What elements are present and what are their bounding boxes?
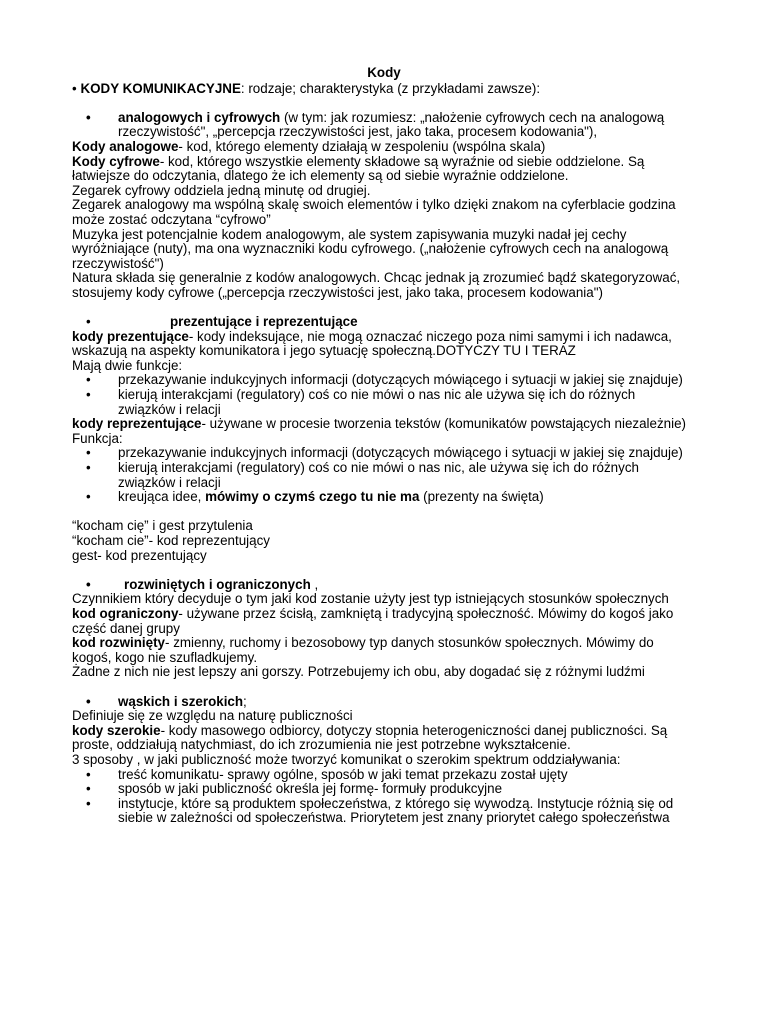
section-bullet: • — [86, 693, 91, 709]
intro-line — [0, 82, 768, 97]
list-item-text: (prezenty na święta) — [419, 489, 544, 505]
term: kody reprezentujące — [72, 416, 202, 432]
intro-rest: : rodzaje; charakterystyka (z przykładami zawsze): — [240, 80, 541, 96]
paragraph — [0, 607, 768, 636]
section-heading: analogowych i cyfrowych — [118, 109, 281, 125]
list-item-emphasis: mówimy o czymś czego tu nie ma — [205, 489, 420, 505]
list-bullet: • — [86, 795, 91, 811]
paragraph: Funkcja: — [72, 430, 123, 446]
document-page — [0, 66, 768, 826]
list-item — [0, 797, 768, 826]
ways-list — [0, 768, 768, 826]
list-bullet: • — [86, 387, 91, 403]
paragraph: Definiuje się ze względu na naturę publiczności — [72, 708, 353, 724]
list-item-text: sposób w jaki publiczność określa jej formę- formuły produkcyjne — [118, 781, 503, 797]
section-bullet: • — [86, 576, 91, 592]
list-bullet: • — [86, 460, 91, 476]
paragraph — [0, 330, 768, 359]
intro-bullet: • — [72, 80, 77, 96]
paragraph — [0, 417, 768, 432]
section-heading: prezentujące i reprezentujące — [170, 314, 358, 330]
section-heading: wąskich i szerokich — [118, 693, 244, 709]
section-analog-digital-heading — [0, 111, 768, 140]
paragraph: Czynnikiem który decyduje o tym jaki kod zostanie użyty jest typ istniejących stosunków społecznych — [72, 591, 669, 607]
section-heading: rozwiniętych i ograniczonych — [124, 576, 311, 592]
paragraph: 3 sposoby , w jaki publiczność może tworzyć komunikat o szerokim spektrum oddziaływania: — [72, 751, 621, 767]
list-bullet: • — [86, 445, 91, 461]
spacer — [0, 563, 768, 578]
example-line: “kocham cię” i gest przytulenia — [72, 518, 253, 534]
list-item-text: instytucje, które są produktem społeczeństwa, z którego się wywodzą. Instytucje różnią się od siebie w zależności od społeczeństwa. Priorytetem jest znany priorytet całego społeczeństwa — [118, 795, 674, 826]
section-elaborated-restricted-heading — [0, 578, 768, 593]
section-heading-rest: ; — [243, 693, 247, 709]
spacer — [0, 301, 768, 316]
function-list — [0, 373, 768, 417]
paragraph — [0, 724, 768, 753]
list-item — [0, 373, 768, 388]
section-bullet: • — [86, 109, 91, 125]
list-item-text: treść komunikatu- sprawy ogólne, sposób w jaki temat przekazu został ujęty — [118, 766, 568, 782]
list-item-text: kierują interakcjami (regulatory) coś co nie mówi o nas nic, ale używa się ich do różnych związków i relacji — [118, 460, 639, 490]
document-title: Kody — [367, 65, 401, 80]
list-item-text: przekazywanie indukcyjnych informacji (dotyczących mówiącego i sytuacji w jakiej się znajduje) — [118, 372, 683, 388]
list-item — [0, 768, 768, 783]
definition: - kod, którego wszystkie elementy składowe są wyraźnie od siebie oddzielone. Są łatwiejsze do odczytania, dlatego że ich elementy są od siebie wyraźnie oddzielone. — [72, 153, 645, 184]
list-item — [0, 782, 768, 797]
term: kod rozwinięty — [72, 635, 166, 651]
list-bullet: • — [86, 372, 91, 388]
term: Kody analogowe — [72, 138, 179, 154]
section-presenting-heading — [0, 315, 768, 330]
definition: - kody masowego odbiorcy, dotyczy stopnia heterogeniczności danej publiczności. Są proste, oddziałują natychmiast, do ich zrozumienia nie jest potrzebne wykształcenie. — [72, 722, 668, 753]
list-item — [0, 446, 768, 461]
term: kody prezentujące — [72, 328, 189, 344]
definition: - kod, którego elementy działają w zespoleniu (wspólna skala) — [178, 138, 546, 154]
list-bullet: • — [86, 781, 91, 797]
intro-heading: KODY KOMUNIKACYJNE — [80, 80, 241, 96]
list-item — [0, 461, 768, 490]
definition: - zmienny, ruchomy i bezosobowy typ danych stosunków społecznych. Mówimy do kogoś, kogo nie szufladkujemy. — [72, 635, 654, 665]
definition: - używane w procesie tworzenia tekstów (komunikatów powstających niezależnie) — [201, 416, 687, 432]
list-item — [0, 388, 768, 417]
list-bullet: • — [86, 489, 91, 505]
list-bullet: • — [86, 766, 91, 782]
paragraph: Zegarek cyfrowy oddziela jedną minutę od drugiej. — [72, 182, 371, 198]
paragraph: Żadne z nich nie jest lepszy ani gorszy. Potrzebujemy ich obu, aby dogadać się z różnymi ludźmi — [72, 664, 645, 680]
section-heading-rest: (w tym: jak rozumiesz: „nałożenie cyfrowych cech na analogową rzeczywistość", „percepcja rzeczywistości jest, jako taka, procesem kodowania"), — [118, 109, 665, 140]
spacer — [0, 96, 768, 111]
section-bullet: • — [86, 314, 91, 330]
paragraph: Muzyka jest potencjalnie kodem analogowym, ale system zapisywania muzyki nadał jej cechy wyróżniające (nuty), ma ona wyznaczniki kodu cyfrowego. („nałożenie cyfrowych cech na analogową rzeczywistość") — [72, 226, 669, 271]
term: kody szerokie — [72, 722, 161, 738]
paragraph — [0, 140, 768, 155]
paragraph — [0, 636, 768, 665]
list-item — [0, 490, 768, 505]
definition: - kody indeksujące, nie mogą oznaczać niczego poza nimi samymi i ich nadawca, wskazują na aspekty komunikatora i jego sytuację społeczną.DOTYCZY TU I TERAZ — [72, 328, 672, 359]
paragraph — [0, 155, 768, 184]
definition: - używane przez ścisłą, zamkniętą i tradycyjną społeczność. Mówimy do kogoś jako część danej grupy — [72, 605, 674, 636]
spacer — [0, 680, 768, 695]
example-line: “kocham cie”- kod reprezentujący — [72, 533, 270, 548]
paragraph: Zegarek analogowy ma wspólną skalę swoich elementów i tylko dzięki znakom na cyferblacie godzina może zostać odczytana “cyfrowo” — [72, 197, 676, 227]
function-list — [0, 446, 768, 504]
list-item-text: kierują interakcjami (regulatory) coś co nie mówi o nas nic ale używa się ich do różnych związków i relacji — [118, 387, 636, 417]
list-item-text: przekazywanie indukcyjnych informacji (dotyczących mówiącego i sytuacji w jakiej się znajduje) — [118, 445, 683, 461]
section-narrow-broad-heading — [0, 695, 768, 710]
example-line: gest- kod prezentujący — [72, 547, 207, 563]
section-heading-rest: , — [310, 576, 319, 592]
paragraph: Mają dwie funkcje: — [72, 357, 183, 373]
paragraph: Natura składa się generalnie z kodów analogowych. Chcąc jednak ją zrozumieć bądź skategoryzować, stosujemy kody cyfrowe („percepcja rzeczywistości jest, jako taka, procesem kodowania") — [72, 270, 681, 300]
term: Kody cyfrowe — [72, 153, 160, 169]
list-item-text: kreująca idee, — [118, 489, 206, 505]
spacer — [0, 505, 768, 520]
term: kod ograniczony — [72, 605, 179, 621]
